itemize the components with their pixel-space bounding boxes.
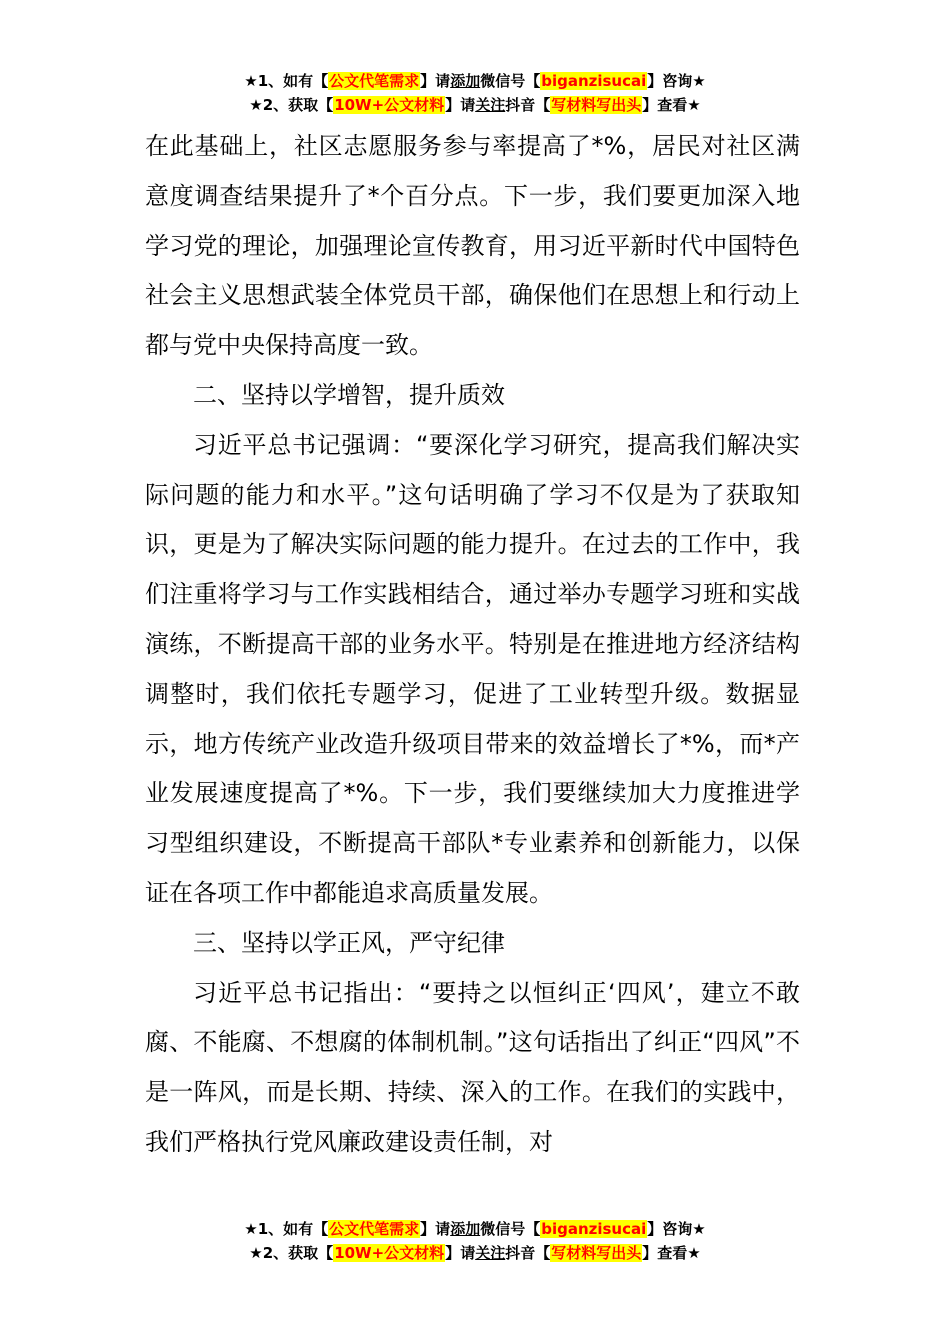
banner-text: 】请 xyxy=(420,1220,451,1238)
banner-emphasis: 添加 xyxy=(450,72,481,90)
banner-highlight: 写材料写出头 xyxy=(551,96,642,114)
banner-text: ★1、如有【 xyxy=(244,1220,329,1238)
banner-text: ★2、获取【 xyxy=(249,1244,334,1262)
banner-text: 】咨询★ xyxy=(647,72,706,90)
banner-emphasis: 关注 xyxy=(475,1244,506,1262)
footer-banner-line-2 xyxy=(0,1242,950,1266)
section-heading-3: 三、坚持以学正风，严守纪律 xyxy=(193,928,505,957)
banner-text: 】请 xyxy=(445,1244,476,1262)
header-banner-line-2 xyxy=(0,94,950,118)
paragraph-2: 习近平总书记强调：“要深化学习研究，提高我们解决实际问题的能力和水平。”这句话明确了学习不仅是为了获取知识，更是为了解决实际问题的能力提升。在过去的工作中，我们注重将学习与工作实践相结合，通过举办专题学习班和实战演练，不断提高干部的业务水平。特别是在推进地方经济结构调整时，我们依托专题学习，促进了工业转型升级。数据显示，地方传统产业改造升级项目带来的效益增长了*%，而*产业发展速度提高了*%。下一步，我们要继续加大力度推进学习型组织建设，不断提高干部队*专业素养和创新能力，以保证在各项工作中都能追求高质量发展。 xyxy=(145,430,800,907)
footer-banner xyxy=(0,1218,950,1266)
banner-text: 抖音【 xyxy=(505,96,551,114)
banner-text: 抖音【 xyxy=(505,1244,551,1262)
section-heading-2: 二、坚持以学增智，提升质效 xyxy=(193,380,505,409)
banner-highlight: 10W+公文材料 xyxy=(334,1244,445,1262)
banner-highlight: 公文代笔需求 xyxy=(329,1220,420,1238)
paragraph-3: 习近平总书记指出：“要持之以恒纠正‘四风’，建立不敢腐、不能腐、不想腐的体制机制。”这句话指出了纠正“四风”不是一阵风，而是长期、持续、深入的工作。在我们的实践中，我们严格执行党风廉政建设责任制，对 xyxy=(145,978,800,1156)
banner-highlight: 公文代笔需求 xyxy=(329,72,420,90)
banner-emphasis: 关注 xyxy=(475,96,506,114)
banner-highlight: biganzisucai xyxy=(541,72,647,90)
banner-text: ★2、获取【 xyxy=(249,96,334,114)
banner-text: 微信号【 xyxy=(480,72,541,90)
document-body xyxy=(145,122,800,1168)
banner-text: 】请 xyxy=(420,72,451,90)
header-banner xyxy=(0,70,950,118)
header-banner-line-1 xyxy=(0,70,950,94)
banner-text: 微信号【 xyxy=(480,1220,541,1238)
banner-text: 】查看★ xyxy=(642,96,701,114)
banner-highlight: 10W+公文材料 xyxy=(334,96,445,114)
banner-highlight: 写材料写出头 xyxy=(551,1244,642,1262)
banner-emphasis: 添加 xyxy=(450,1220,481,1238)
banner-highlight: biganzisucai xyxy=(541,1220,647,1238)
banner-text: 】请 xyxy=(445,96,476,114)
paragraph-1: 在此基础上，社区志愿服务参与率提高了*%，居民对社区满意度调查结果提升了*个百分点。下一步，我们要更加深入地学习党的理论，加强理论宣传教育，用习近平新时代中国特色社会主义思想武装全体党员干部，确保他们在思想上和行动上都与党中央保持高度一致。 xyxy=(145,132,800,360)
footer-banner-line-1 xyxy=(0,1218,950,1242)
banner-text: 】咨询★ xyxy=(647,1220,706,1238)
banner-text: 】查看★ xyxy=(642,1244,701,1262)
banner-text: ★1、如有【 xyxy=(244,72,329,90)
